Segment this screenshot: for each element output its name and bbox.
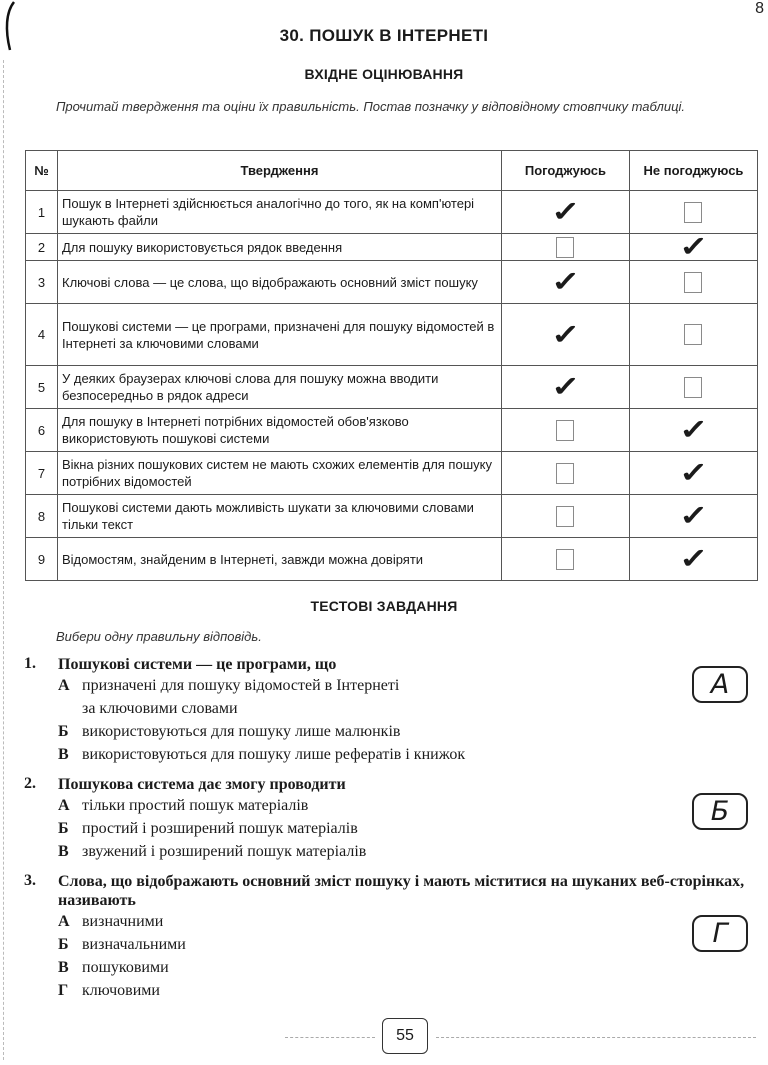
checkmark-icon: ✓ (550, 196, 581, 227)
option-v[interactable] (24, 743, 759, 766)
question-number: 2. (24, 775, 36, 792)
tests-heading: ТЕСТОВІ ЗАВДАННЯ (310, 598, 458, 614)
row-number: 7 (26, 452, 58, 495)
question-1 (24, 655, 759, 766)
disagree-cell[interactable] (629, 191, 757, 234)
table-row (26, 366, 758, 409)
checkmark-icon: ✓ (550, 266, 581, 297)
empty-checkbox-icon (556, 549, 574, 570)
question-2 (24, 775, 759, 863)
option-letter: Б (58, 723, 69, 740)
table-row (26, 452, 758, 495)
option-letter: А (58, 677, 70, 694)
column-header-agree: Погоджуюсь (501, 151, 629, 191)
agree-cell[interactable] (501, 452, 629, 495)
option-text: тільки простий пошук матеріалів (82, 797, 309, 814)
corner-mark: 8 (755, 0, 764, 17)
empty-checkbox-icon (556, 237, 574, 258)
option-text: визначними (82, 913, 164, 930)
table-row (26, 191, 758, 234)
empty-checkbox-icon (684, 324, 702, 345)
disagree-cell[interactable] (629, 231, 757, 262)
option-letter: А (58, 797, 70, 814)
row-number: 4 (26, 304, 58, 366)
option-text: ключовими (82, 982, 160, 999)
checkmark-icon: ✓ (678, 457, 709, 488)
footer-divider-right (436, 1037, 756, 1038)
disagree-cell[interactable] (629, 261, 757, 304)
footer-divider-left (285, 1037, 375, 1038)
table-row (26, 234, 758, 261)
row-statement: Вікна різних пошукових систем не мають схожих елементів для пошуку потрібних відомостей (58, 452, 502, 495)
row-number: 5 (26, 366, 58, 409)
test-questions (24, 655, 759, 1011)
option-a-continuation: за ключовими словами (82, 700, 238, 717)
option-letter: А (58, 913, 70, 930)
column-header-number: № (26, 151, 58, 191)
row-statement: Пошук в Інтернеті здійснюється аналогічно до того, як на комп'ютері шукають файли (58, 191, 502, 234)
checkmark-icon: ✓ (678, 414, 709, 445)
row-number: 9 (26, 538, 58, 581)
agree-cell[interactable] (501, 495, 629, 538)
assessment-table (25, 150, 758, 581)
empty-checkbox-icon (556, 506, 574, 527)
table-header-row (26, 151, 758, 191)
option-letter: Б (58, 936, 69, 953)
assessment-heading: ВХІДНЕ ОЦІНЮВАННЯ (304, 66, 464, 82)
assessment-rows (26, 191, 758, 581)
column-header-disagree: Не погоджуюсь (629, 151, 757, 191)
question-number: 1. (24, 655, 36, 672)
agree-cell[interactable] (501, 191, 629, 234)
checkmark-icon: ✓ (678, 500, 709, 531)
option-letter: В (58, 959, 69, 976)
row-number: 2 (26, 234, 58, 261)
question-text: Пошукова система дає змогу проводити (58, 776, 346, 793)
checkmark-icon: ✓ (550, 371, 581, 402)
option-g[interactable] (24, 979, 759, 1002)
disagree-cell[interactable] (629, 538, 757, 581)
page-number: 55 (382, 1018, 428, 1054)
table-row (26, 495, 758, 538)
option-b[interactable] (24, 933, 759, 956)
question-number: 3. (24, 872, 36, 889)
margin-dash-line (3, 60, 4, 1060)
empty-checkbox-icon (684, 377, 702, 398)
option-text: призначені для пошуку відомостей в Інтернеті (82, 677, 400, 694)
option-v[interactable] (24, 840, 759, 863)
row-statement: Пошукові системи — це програми, призначені для пошуку відомостей в Інтернеті за ключовими словами (58, 304, 502, 366)
tests-instruction: Вибери одну правильну відповідь. (56, 629, 262, 644)
row-statement: Ключові слова — це слова, що відображають основний зміст пошуку (58, 261, 502, 304)
option-text: пошуковими (82, 959, 169, 976)
empty-checkbox-icon (556, 463, 574, 484)
option-b[interactable] (24, 817, 759, 840)
row-statement: Для пошуку використовується рядок введення (58, 234, 502, 261)
agree-cell[interactable] (501, 538, 629, 581)
agree-cell[interactable] (501, 234, 629, 261)
table-row (26, 409, 758, 452)
table-row (26, 538, 758, 581)
option-letter: В (58, 746, 69, 763)
empty-checkbox-icon (556, 420, 574, 441)
answer-box-3[interactable]: Г (692, 915, 748, 952)
checkmark-icon: ✓ (678, 543, 709, 574)
option-text: простий і розширений пошук матеріалів (82, 820, 358, 837)
option-text: використовуються для пошуку лише рефератів і книжок (82, 746, 466, 763)
row-number: 3 (26, 261, 58, 304)
column-header-statement: Твердження (58, 151, 502, 191)
option-letter: Г (58, 982, 69, 999)
disagree-cell[interactable] (629, 409, 757, 452)
question-text: Пошукові системи — це програми, що (58, 656, 337, 673)
row-statement: Відомостям, знайденим в Інтернеті, завжди можна довіряти (58, 538, 502, 581)
option-text: звужений і розширений пошук матеріалів (82, 843, 367, 860)
row-statement: У деяких браузерах ключові слова для пошуку можна вводити безпосередньо в рядок адреси (58, 366, 502, 409)
option-a[interactable] (24, 674, 759, 697)
page-title: 30. ПОШУК В ІНТЕРНЕТІ (279, 26, 489, 45)
disagree-cell[interactable] (629, 495, 757, 538)
option-a[interactable] (24, 910, 759, 933)
empty-checkbox-icon (684, 202, 702, 223)
row-number: 1 (26, 191, 58, 234)
empty-checkbox-icon (684, 272, 702, 293)
option-letter: Б (58, 820, 69, 837)
checkmark-icon: ✓ (550, 318, 581, 350)
checkmark-icon: ✓ (678, 231, 709, 262)
answer-box-1[interactable]: А (692, 666, 748, 703)
disagree-cell[interactable] (629, 304, 757, 366)
row-statement: Для пошуку в Інтернеті потрібних відомостей обов'язково використовують пошукові системи (58, 409, 502, 452)
disagree-cell[interactable] (629, 366, 757, 409)
agree-cell[interactable] (501, 304, 629, 366)
row-number: 8 (26, 495, 58, 538)
question-3 (24, 872, 759, 1002)
option-a[interactable] (24, 794, 759, 817)
option-v[interactable] (24, 956, 759, 979)
option-b[interactable] (24, 720, 759, 743)
agree-cell[interactable] (501, 409, 629, 452)
disagree-cell[interactable] (629, 452, 757, 495)
option-text: використовуються для пошуку лише малюнків (82, 723, 401, 740)
table-row (26, 304, 758, 366)
row-statement: Пошукові системи дають можливість шукати за ключовими словами тільки текст (58, 495, 502, 538)
option-letter: В (58, 843, 69, 860)
agree-cell[interactable] (501, 366, 629, 409)
assessment-instruction: Прочитай твердження та оціни їх правильність. Постав позначку у відповідному стовпчику таблиці. (56, 99, 686, 114)
row-number: 6 (26, 409, 58, 452)
answer-box-2[interactable]: Б (692, 793, 748, 830)
table-row (26, 261, 758, 304)
question-text: Слова, що відображають основний зміст пошуку і мають міститися на шуканих веб-сторінках, називають (58, 873, 745, 909)
agree-cell[interactable] (501, 261, 629, 304)
option-text: визначальними (82, 936, 186, 953)
